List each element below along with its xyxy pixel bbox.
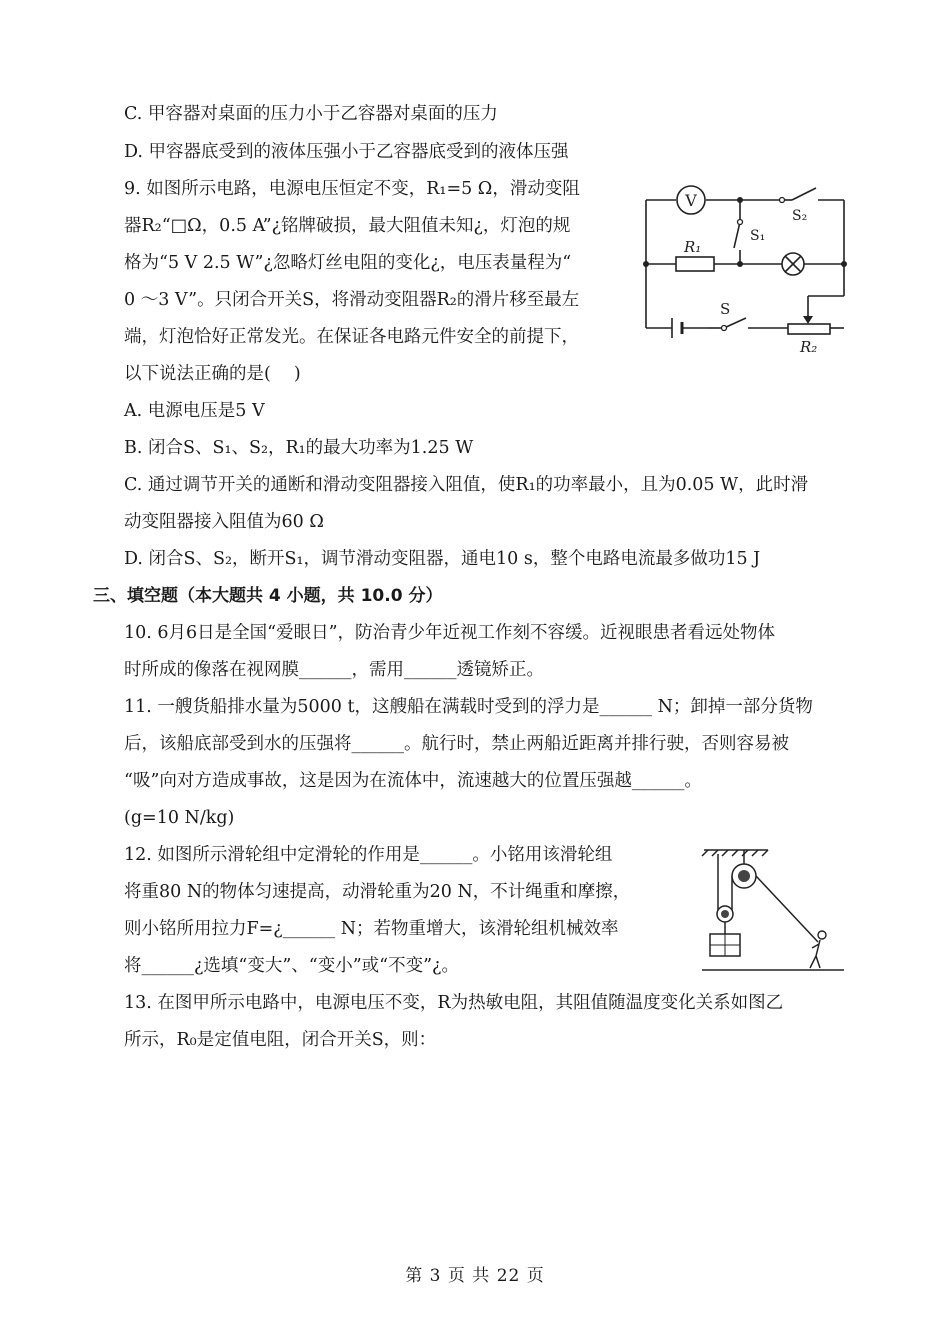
option-b-q9: B. 闭合S、S₁、S₂，R₁的最大功率为1.25 W <box>124 438 474 458</box>
question-11-line-1: 11. 一艘货船排水量为5000 t，这艘船在满载时受到的浮力是______ N；卸掉一部分货物 <box>124 697 813 717</box>
question-10-line-2: 时所成的像落在视网膜______，需用______透镜矫正。 <box>124 660 544 680</box>
circuit-diagram <box>640 178 860 358</box>
question-12-line-1: 12. 如图所示滑轮组中定滑轮的作用是______。小铭用该滑轮组 <box>124 845 613 865</box>
question-10-line-1: 10. 6月6日是全国“爱眼日”，防治青少年近视工作刻不容缓。近视眼患者看远处物体 <box>124 623 776 643</box>
question-9-line-5: 端，灯泡恰好正常发光。在保证各电路元件安全的前提下， <box>124 327 579 347</box>
question-12-line-2: 将重80 N的物体匀速提高，动滑轮重为20 N，不计绳重和摩擦， <box>124 882 631 902</box>
section-title-fill-blank: 三、填空题（本大题共 4 小题，共 10.0 分） <box>93 586 443 606</box>
option-c-q8: C. 甲容器对桌面的压力小于乙容器对桌面的压力 <box>124 104 498 124</box>
question-9-line-6: 以下说法正确的是( ) <box>124 364 301 384</box>
resistor-r1-label: R₁ <box>684 238 702 256</box>
question-13-line-1: 13. 在图甲所示电路中，电源电压不变，R为热敏电阻，其阻值随温度变化关系如图乙 <box>124 993 784 1013</box>
question-12-line-3: 则小铭所用拉力F=¿______ N；若物重增大，该滑轮组机械效率 <box>124 919 619 939</box>
question-12-line-4: 将______¿选填“变大”、“变小”或“不变”¿。 <box>124 956 459 976</box>
person-head-icon <box>818 931 826 939</box>
question-9-line-4: 0 ～3 V”。只闭合开关S，将滑动变阻器R₂的滑片移至最左 <box>124 290 580 310</box>
switch-s-label: S <box>720 300 731 318</box>
option-c-q9-line-2: 动变阻器接入阻值为60 Ω <box>124 512 324 532</box>
pulley-diagram <box>698 844 848 974</box>
rheostat-r2-icon <box>788 324 830 334</box>
question-11-line-3: “吸”向对方造成事故，这是因为在流体中，流速越大的位置压强越______。 <box>124 771 702 791</box>
question-13-line-2: 所示，R₀是定值电阻，闭合开关S，则： <box>124 1030 437 1050</box>
voltmeter-label: V <box>685 191 697 210</box>
option-c-q9-line-1: C. 通过调节开关的通断和滑动变阻器接入阻值，使R₁的功率最小，且为0.05 W，此时滑 <box>124 475 809 495</box>
rheostat-r2-label: R₂ <box>800 338 818 356</box>
page-footer: 第 3 页 共 22 页 <box>405 1266 545 1286</box>
switch-s1-label: S₁ <box>750 228 766 244</box>
option-a-q9: A. 电源电压是5 V <box>124 401 265 421</box>
question-9-line-1: 9. 如图所示电路，电源电压恒定不变，R₁=5 Ω，滑动变阻 <box>124 179 580 199</box>
question-9-line-2: 器R₂“□Ω，0.5 A”¿铭牌破损，最大阻值未知¿，灯泡的规 <box>124 216 571 236</box>
question-9-line-3: 格为“5 V 2.5 W”¿忽略灯丝电阻的变化¿，电压表量程为“ <box>124 253 572 273</box>
question-11-line-2: 后，该船底部受到水的压强将______。航行时，禁止两船近距离并排行驶，否则容易被 <box>124 734 789 754</box>
option-d-q9: D. 闭合S、S₂，断开S₁，调节滑动变阻器，通电10 s，整个电路电流最多做功15 J <box>124 549 761 569</box>
switch-s2-label: S₂ <box>792 208 808 224</box>
option-d-q8: D. 甲容器底受到的液体压强小于乙容器底受到的液体压强 <box>124 142 569 162</box>
question-11-line-4: (g=10 N/kg) <box>124 808 235 828</box>
resistor-r1-icon <box>676 257 714 271</box>
